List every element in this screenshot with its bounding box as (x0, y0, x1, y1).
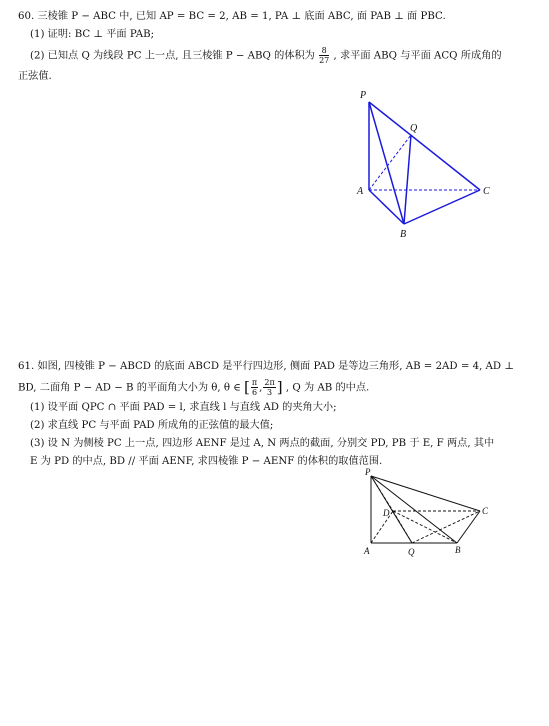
p61-bracket-close: ] (276, 378, 283, 396)
label-Q: Q (408, 547, 415, 557)
p61-frac1-num: π (251, 378, 258, 387)
p61-bracket-open: [ (244, 378, 250, 396)
p60-part2-cont: 正弦值. (18, 71, 52, 82)
edge-AQ (369, 135, 411, 190)
p60-part2 (30, 46, 502, 65)
p61-part2: (2) 求直线 PC 与平面 PAD 所成角的正弦值的最大值; (30, 420, 274, 431)
edge-PB (369, 102, 404, 224)
p61-part1: (1) 设平面 QPC ∩ 平面 PAD = l, 求直线 l 与直线 AD 的夹角大小; (30, 402, 337, 413)
edge-AD (371, 511, 393, 543)
p61-statement: 61. 如图, 四棱锥 P − ABCD 的底面 ABCD 是平行四边形, 侧面 PAD 是等边三角形, AB = 2AD = 4, AD ⊥ (18, 361, 514, 372)
label-C: C (483, 186, 490, 197)
p60-frac-num: 8 (319, 46, 329, 56)
label-P: P (365, 467, 371, 477)
label-A: A (364, 546, 370, 556)
p60-figure (340, 85, 510, 245)
label-P: P (360, 90, 367, 101)
edge-PD (371, 476, 393, 511)
edge-PC (371, 476, 480, 511)
p61-frac1-den: 6 (251, 388, 258, 397)
edge-QB (404, 135, 411, 224)
p60-part2-text-b: , 求平面 ABQ 与平面 ACQ 所成角的 (333, 50, 502, 62)
p60-part1: (1) 证明: BC ⊥ 平面 PAB; (30, 29, 155, 40)
label-A: A (357, 186, 364, 197)
label-C: C (482, 506, 489, 516)
p61-line2-text-a: BD, 二面角 P − AD − B 的平面角大小为 θ, θ ∈ (18, 382, 241, 394)
p61-part3: (3) 设 N 为侧棱 PC 上一点, 四边形 AENF 是过 A, N 两点的截面, 分别交 PD, PB 于 E, F 两点, 其中 (30, 438, 495, 449)
p61-figure (355, 466, 505, 566)
p61-statement-cont: BD, 二面角 P − AD − B 的平面角大小为 θ, θ ∈ [ $\frac{\pi}{6}$ , $\frac{2\pi}{3}$ ] , Q 为 AB 的中点. (18, 378, 370, 397)
p61-frac2-num: 2π (264, 378, 275, 387)
p61-frac-2 (263, 378, 275, 397)
p60-part2-text-a: (2) 已知点 Q 为线段 PC 上一点, 且三棱锥 P − ABQ 的体积为 (30, 50, 315, 62)
edge-BC (404, 190, 480, 224)
edge-BC (457, 511, 480, 543)
p61-line2-text-b: , Q 为 AB 的中点. (285, 382, 370, 394)
label-D: D (383, 508, 390, 518)
label-B: B (400, 229, 407, 240)
edge-PC (369, 102, 480, 190)
p60-volume-fraction (319, 46, 329, 65)
p60-statement: 60. 三棱锥 P − ABC 中, 已知 AP = BC = 2, AB = 1, PA ⊥ 底面 ABC, 面 PAB ⊥ 面 PBC. (18, 11, 446, 22)
p60-frac-den: 27 (319, 56, 330, 65)
p61-frac-1 (251, 378, 258, 397)
p61-frac2-den: 3 (267, 388, 273, 397)
label-Q: Q (410, 123, 418, 134)
p61-part3-cont: E 为 PD 的中点, BD // 平面 AENF, 求四棱锥 P − AENF 的体积的取值范围. (30, 456, 383, 467)
label-B: B (455, 545, 461, 555)
